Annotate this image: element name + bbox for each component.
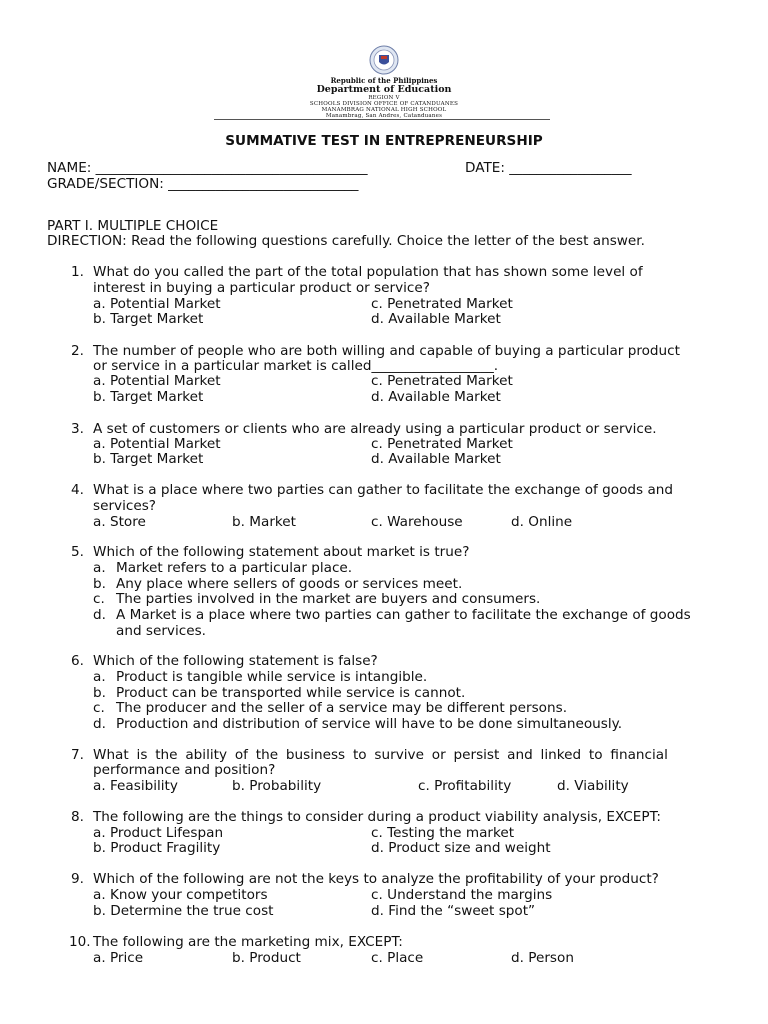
option-a: a. Potential Market bbox=[93, 436, 221, 452]
option-c: c. Profitability bbox=[418, 778, 512, 794]
option-d: d. Viability bbox=[557, 778, 629, 794]
option-b: b. Target Market bbox=[93, 389, 204, 405]
option-letter: c. bbox=[93, 591, 105, 607]
question-text: Which of the following are not the keys to analyze the profitability of your product? bbox=[93, 871, 659, 887]
question-text: Which of the following statement about market is true? bbox=[93, 544, 470, 560]
option-d: d. Online bbox=[511, 514, 573, 530]
question-text: interest in buying a particular product or service? bbox=[93, 280, 430, 296]
question-text: Which of the following statement is false? bbox=[93, 653, 378, 669]
option-a: Product is tangible while service is intangible. bbox=[116, 669, 428, 685]
option-d: d. Available Market bbox=[371, 451, 501, 467]
grade-section-field[interactable]: GRADE/SECTION: ____________________________ bbox=[47, 176, 359, 192]
question-number: 10. bbox=[69, 934, 91, 950]
question-number: 6. bbox=[71, 653, 84, 669]
page-title: SUMMATIVE TEST IN ENTREPRENEURSHIP bbox=[225, 133, 543, 149]
question-text: The following are the marketing mix, EXCEPT: bbox=[93, 934, 403, 950]
option-letter: b. bbox=[93, 576, 106, 592]
question-number: 1. bbox=[71, 264, 84, 280]
question-number: 8. bbox=[71, 809, 84, 825]
option-a: a. Know your competitors bbox=[93, 887, 268, 903]
header-divider bbox=[214, 119, 550, 120]
option-b: b. Target Market bbox=[93, 451, 204, 467]
option-letter: a. bbox=[93, 560, 106, 576]
question-text: The following are the things to consider during a product viability analysis, EXCEPT: bbox=[93, 809, 661, 825]
question-number: 3. bbox=[71, 421, 84, 437]
question-number: 9. bbox=[71, 871, 84, 887]
option-c: c. Warehouse bbox=[371, 514, 463, 530]
option-a: Market refers to a particular place. bbox=[116, 560, 353, 576]
option-a: a. Product Lifespan bbox=[93, 825, 224, 841]
option-c: The parties involved in the market are buyers and consumers. bbox=[116, 591, 541, 607]
option-d-continued: and services. bbox=[116, 623, 206, 639]
option-d: d. Available Market bbox=[371, 389, 501, 405]
header-department: Department of Education bbox=[316, 84, 452, 95]
option-letter: b. bbox=[93, 685, 106, 701]
part-heading: PART I. MULTIPLE CHOICE bbox=[47, 218, 219, 234]
header-region: REGION V bbox=[368, 95, 400, 101]
question-text: services? bbox=[93, 498, 156, 514]
question-number: 4. bbox=[71, 482, 84, 498]
option-c: c. Penetrated Market bbox=[371, 436, 513, 452]
question-text: What is the ability of the business to survive or persist and linked to financial bbox=[93, 747, 668, 763]
question-number: 2. bbox=[71, 343, 84, 359]
direction-text: DIRECTION: Read the following questions carefully. Choice the letter of the best answer. bbox=[47, 233, 645, 249]
option-b: Product can be transported while service is cannot. bbox=[116, 685, 466, 701]
header-division: SCHOOLS DIVISION OFFICE OF CATANDUANES bbox=[309, 101, 459, 107]
option-b: b. Target Market bbox=[93, 311, 204, 327]
option-c: c. Place bbox=[371, 950, 424, 966]
option-b: b. Determine the true cost bbox=[93, 903, 274, 919]
option-d: d. Product size and weight bbox=[371, 840, 551, 856]
question-number: 5. bbox=[71, 544, 84, 560]
question-text: performance and position? bbox=[93, 762, 276, 778]
option-a: a. Store bbox=[93, 514, 146, 530]
option-a: a. Feasibility bbox=[93, 778, 178, 794]
option-c: c. Penetrated Market bbox=[371, 373, 513, 389]
option-c: The producer and the seller of a service may be different persons. bbox=[116, 700, 568, 716]
option-b: Any place where sellers of goods or services meet. bbox=[116, 576, 463, 592]
question-text: A set of customers or clients who are already using a particular product or service. bbox=[93, 421, 657, 437]
option-b: b. Product bbox=[232, 950, 301, 966]
question-text: What do you called the part of the total population that has shown some level of bbox=[93, 264, 643, 280]
question-number: 7. bbox=[71, 747, 84, 763]
option-c: c. Penetrated Market bbox=[371, 296, 513, 312]
option-a: a. Potential Market bbox=[93, 373, 221, 389]
question-text: What is a place where two parties can gather to facilitate the exchange of goods and bbox=[93, 482, 674, 498]
question-text: The number of people who are both willing and capable of buying a particular product bbox=[93, 343, 680, 359]
option-letter: a. bbox=[93, 669, 106, 685]
date-field[interactable]: DATE: __________________ bbox=[465, 160, 632, 176]
option-b: b. Probability bbox=[232, 778, 322, 794]
option-letter: d. bbox=[93, 716, 106, 732]
question-text: or service in a particular market is called__________________. bbox=[93, 358, 499, 374]
deped-seal-icon bbox=[364, 44, 404, 76]
header-republic: Republic of the Philippines bbox=[330, 76, 438, 85]
option-a: a. Potential Market bbox=[93, 296, 221, 312]
option-b: b. Market bbox=[232, 514, 296, 530]
option-d: d. Person bbox=[511, 950, 574, 966]
option-letter: c. bbox=[93, 700, 105, 716]
option-d: A Market is a place where two parties can gather to facilitate the exchange of goods bbox=[116, 607, 691, 623]
header-address: Manambrag, San Andres, Catanduanes bbox=[325, 113, 443, 119]
option-letter: d. bbox=[93, 607, 106, 623]
option-d: d. Available Market bbox=[371, 311, 501, 327]
option-d: Production and distribution of service will have to be done simultaneously. bbox=[116, 716, 623, 732]
option-c: c. Understand the margins bbox=[371, 887, 553, 903]
option-a: a. Price bbox=[93, 950, 144, 966]
option-b: b. Product Fragility bbox=[93, 840, 221, 856]
option-c: c. Testing the market bbox=[371, 825, 515, 841]
option-d: d. Find the “sweet spot” bbox=[371, 903, 536, 919]
name-field[interactable]: NAME: ________________________________________ bbox=[47, 160, 368, 176]
header-school: MANAMBRAG NATIONAL HIGH SCHOOL bbox=[321, 107, 447, 113]
